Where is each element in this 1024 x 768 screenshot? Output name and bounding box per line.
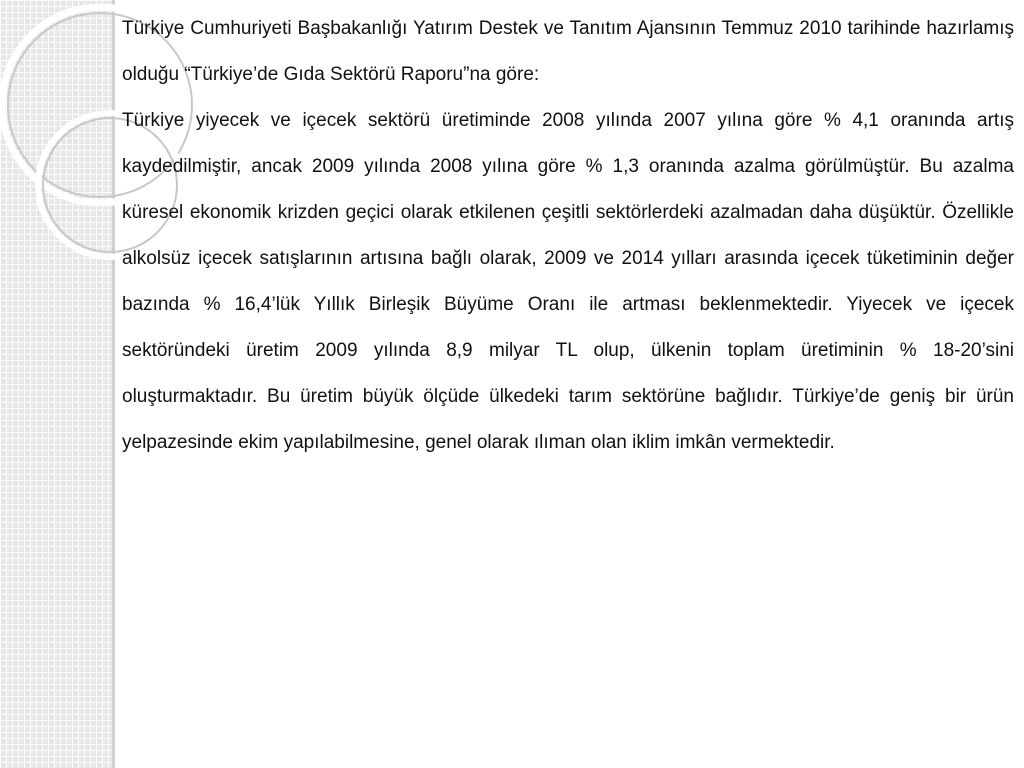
intro-paragraph: Türkiye Cumhuriyeti Başbakanlığı Yatırım Destek ve Tanıtım Ajansının Temmuz 2010 tarihinde hazırlamış olduğu “Türkiye’de Gıda Sektörü Raporu”na göre:	[122, 18, 1014, 85]
slide-text	[122, 6, 1014, 466]
body-paragraph: Türkiye yiyecek ve içecek sektörü üretiminde 2008 yılında 2007 yılına göre % 4,1 oranında artış kaydedilmiştir, ancak 2009 yılında 2008 yılına göre % 1,3 oranında azalma görülmüştür. Bu azalma küresel ekonomik krizden geçici olarak etkilenen çeşitli sektörlerdeki azalmadan daha düşüktür. Özellikle alkolsüz içecek satışlarının artısına bağlı olarak, 2009 ve 2014 yılları arasında içecek tüketiminin değer bazında % 16,4’lük Yıllık Birleşik Büyüme Oranı ile artması beklenmektedir. Yiyecek ve içecek sektöründeki üretim 2009 yılında 8,9 milyar TL olup, ülkenin toplam üretiminin % 18-20’sini oluşturmaktadır. Bu üretim büyük ölçüde ülkedeki tarım sektörüne bağlıdır. Türkiye’de geniş bir ürün yelpazesinde ekim yapılabilmesine, genel olarak ılıman olan iklim imkân vermektedir.	[122, 110, 1014, 453]
